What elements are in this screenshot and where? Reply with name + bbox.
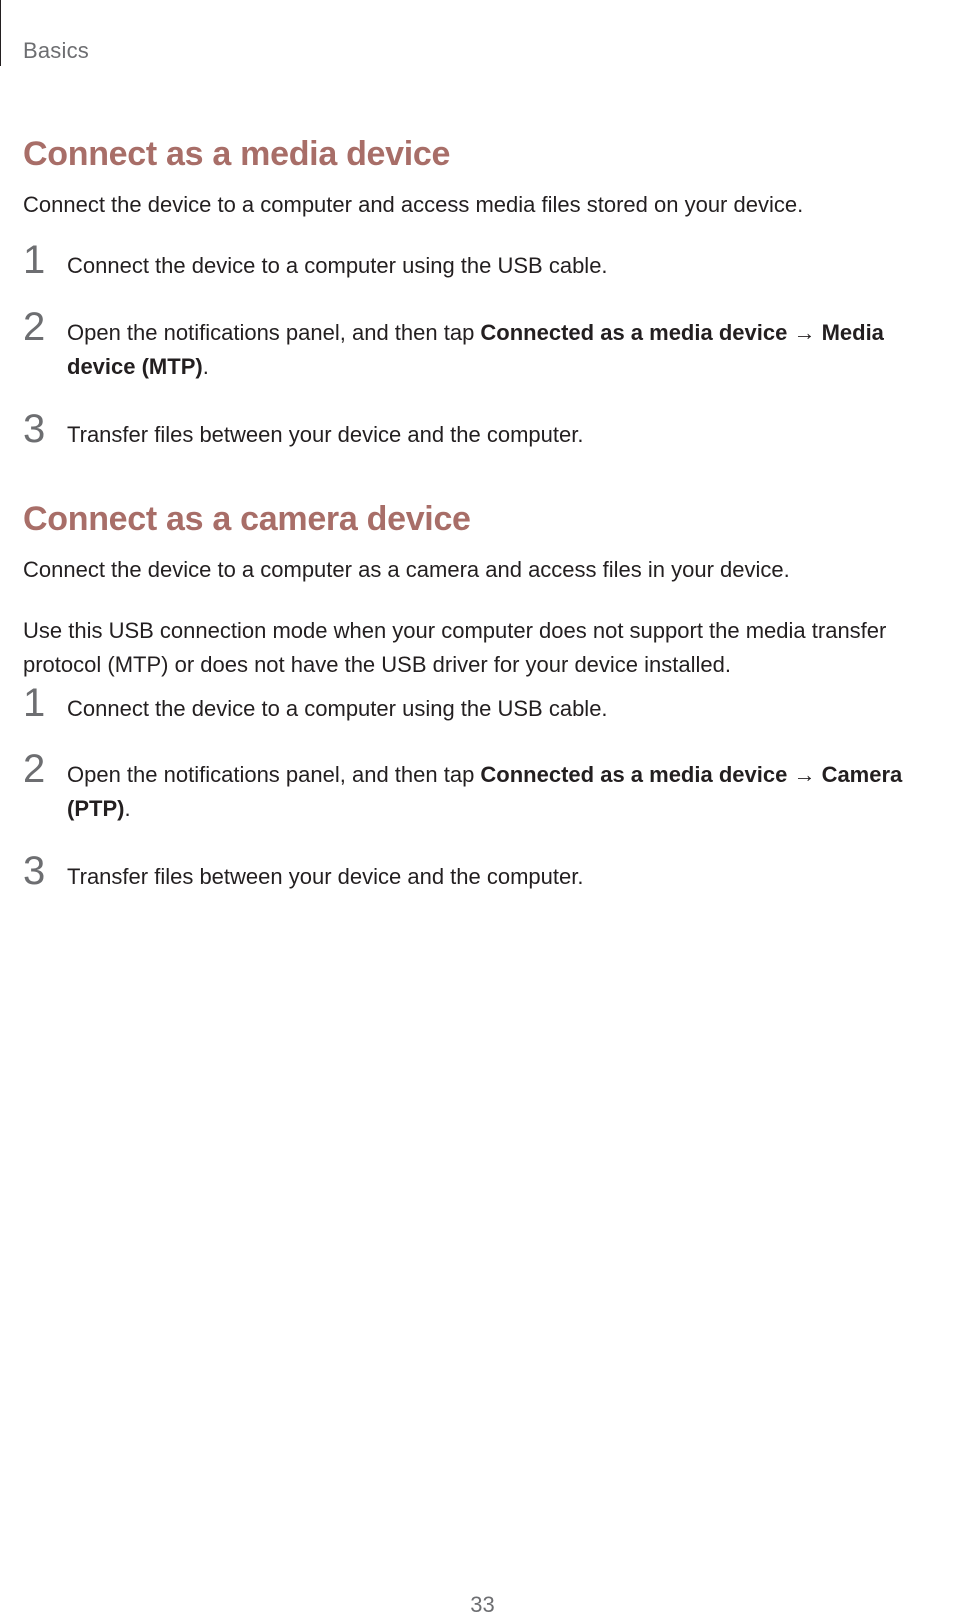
corner-rule bbox=[0, 0, 1, 66]
step-text: Connect the device to a computer using the USB cable. bbox=[67, 696, 608, 721]
camera-section-note: Use this USB connection mode when your computer does not support the media transfer protocol (MTP) or does not have the USB driver for your device installed. bbox=[23, 618, 887, 677]
step-number: 1 bbox=[23, 238, 46, 282]
ui-label-camera-ptp: Camera (PTP) bbox=[67, 762, 903, 821]
media-section-intro: Connect the device to a computer and access media files stored on your device. bbox=[23, 192, 804, 217]
arrow-separator: → bbox=[787, 762, 822, 787]
arrow-separator: → bbox=[787, 320, 822, 345]
step-text-before: Open the notifications panel, and then tap bbox=[67, 762, 481, 787]
step-text: Connect the device to a computer using the USB cable. bbox=[67, 253, 608, 278]
ui-label-media-device-mtp: Media device (MTP) bbox=[67, 320, 884, 379]
step-text-after: . bbox=[202, 354, 209, 379]
step-number: 1 bbox=[23, 681, 46, 725]
step-text: Transfer files between your device and the computer. bbox=[67, 864, 584, 889]
chapter-label: Basics bbox=[23, 38, 89, 63]
step-text-before: Open the notifications panel, and then tap bbox=[67, 320, 481, 345]
section-title-media-device: Connect as a media device bbox=[23, 135, 451, 173]
camera-section-intro: Connect the device to a computer as a camera and access files in your device. bbox=[23, 557, 790, 582]
step-text-after: . bbox=[124, 796, 131, 821]
ui-label-connected-media: Connected as a media device bbox=[480, 320, 788, 345]
step-number: 2 bbox=[23, 305, 46, 349]
step-number: 2 bbox=[23, 747, 46, 791]
step-text: Transfer files between your device and the computer. bbox=[67, 422, 584, 447]
section-title-camera-device: Connect as a camera device bbox=[23, 500, 471, 538]
step-text bbox=[67, 758, 947, 826]
page-number: 33 bbox=[470, 1592, 495, 1617]
step-text bbox=[67, 316, 947, 384]
step-number: 3 bbox=[23, 407, 46, 451]
step-number: 3 bbox=[23, 849, 46, 893]
ui-label-connected-media: Connected as a media device bbox=[480, 762, 788, 787]
